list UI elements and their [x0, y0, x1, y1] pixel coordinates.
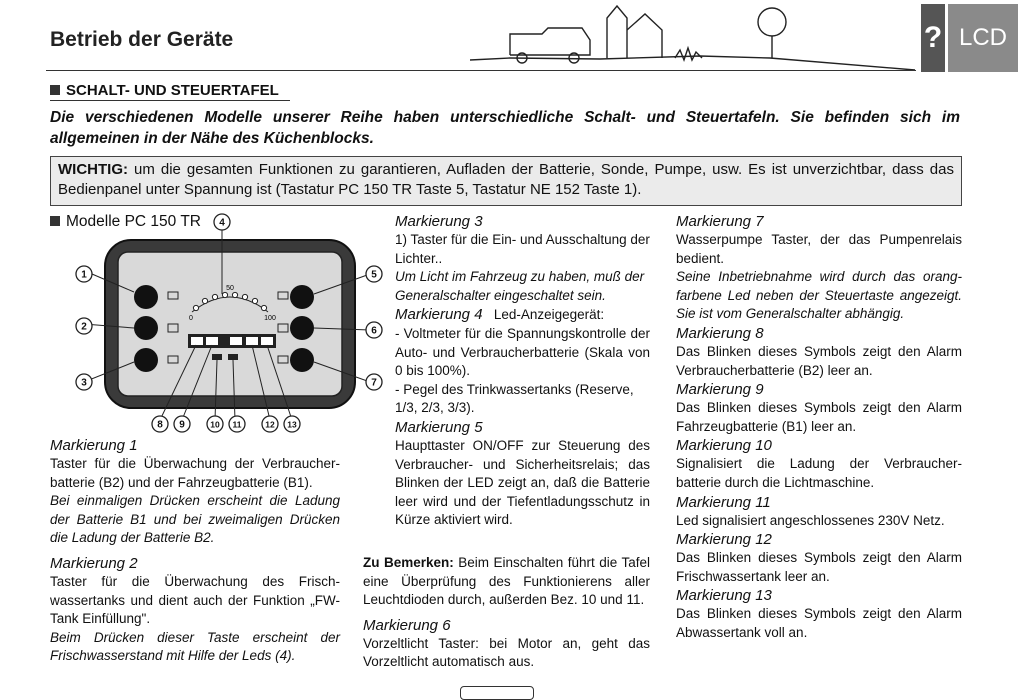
header-sketch-illustration: [470, 0, 920, 80]
svg-text:2: 2: [81, 321, 87, 333]
svg-text:10: 10: [210, 419, 220, 430]
marking-2-text: Taster für die Überwachung des Frisch-wassertanks und dient auch der Funktion „FW-Tank Einfüllung".: [50, 573, 340, 627]
column-middle: [395, 212, 650, 530]
models-heading: Modelle PC 150 TR: [50, 213, 201, 231]
lcd-section-tab[interactable]: LCD: [948, 4, 1018, 72]
column-right: [676, 212, 962, 643]
marking-13-title: Markierung 13: [676, 587, 772, 605]
marking-10-text: Signalisiert die Ladung der Verbraucher-batterie durch die Lichtmaschine.: [676, 456, 962, 490]
marking-1-title: Markierung 1: [50, 437, 138, 454]
marking-4-title: Markierung 4: [395, 306, 483, 324]
knob-7: [290, 348, 314, 372]
marking-4-subtitle: Led-Anzeigegerät:: [493, 307, 605, 323]
knob-6: [290, 316, 314, 340]
square-bullet-icon: [50, 85, 60, 95]
marking-7-text: Wasserpumpe Taster, der das Pumpenrelais bedient.: [676, 232, 962, 266]
column-middle-lower: [363, 554, 650, 672]
marking-12-text: Das Blinken dieses Symbols zeigt den Alarm Frischwassertank leer an.: [676, 550, 962, 584]
svg-text:5: 5: [371, 269, 377, 281]
section-underline: [50, 100, 290, 101]
column-left: [50, 436, 340, 666]
marking-10-title: Markierung 10: [676, 437, 772, 455]
marking-1-note: Bei einmaligen Drücken erscheint die Ladung der Batterie B1 und bei zweimaligen Drücken die Ladung der Batterie B2.: [50, 493, 340, 546]
marking-7-title: Markierung 7: [676, 213, 764, 230]
marking-8-text: Das Blinken dieses Symbols zeigt den Alarm Verbraucherbatterie (B2) leer an.: [676, 343, 962, 378]
svg-text:7: 7: [371, 377, 377, 389]
svg-text:13: 13: [287, 419, 297, 430]
marking-7-note: Seine Inbetriebnahme wird durch das orang-farbene Led neben der Steuertaste angezeigt. Sie ist vom Generalschalter abhängig.: [676, 269, 962, 322]
marking-6-text: Vorzeltlicht Taster: bei Motor an, geht das Vorzeltlicht automatisch aus.: [363, 635, 650, 670]
knob-1: [134, 285, 158, 309]
marking-13-text: Das Blinken dieses Symbols zeigt den Alarm Abwassertank voll an.: [676, 606, 962, 640]
marking-1-text: Taster für die Überwachung der Verbraucher-batterie (B2) und der Fahrzeugbatterie (B1).: [50, 456, 340, 490]
title-underline: [46, 70, 916, 71]
marking-4-line2: - Pegel des Trinkwassertanks (Reserve, 1/3, 2/3, 3/3).: [395, 381, 634, 416]
marking-3-note: Um Licht im Fahrzeug zu haben, muß der Generalschalter eingeschaltet sein.: [395, 269, 645, 303]
svg-text:3: 3: [81, 377, 87, 389]
knob-2: [134, 316, 158, 340]
remark-label: Zu Bemerken:: [363, 555, 454, 570]
page-footer-tab: [460, 686, 534, 700]
remark-text: Zu Bemerken: Beim Einschalten führt die Tafel eine Überprüfung des Funktionierens aller Leuchtdioden durch, außerden Bez. 10 und 11.: [363, 555, 651, 608]
svg-text:11: 11: [232, 419, 242, 430]
marking-5-title: Markierung 5: [395, 418, 483, 436]
svg-text:4: 4: [219, 217, 225, 229]
control-panel-diagram: [70, 212, 390, 440]
svg-text:0: 0: [189, 315, 193, 322]
marking-2-title: Markierung 2: [50, 554, 138, 572]
page-title: Betrieb der Geräte: [50, 28, 234, 51]
marking-3-title: Markierung 3: [395, 213, 483, 230]
marking-9-text: Das Blinken dieses Symbols zeigt den Alarm Fahrzeugbatterie (B1) leer an.: [676, 400, 962, 434]
important-notice: [50, 156, 962, 206]
marking-4-line1: - Voltmeter für die Spannungskontrolle der Auto- und Verbraucherbatterie (Skala von 0 bis 100%).: [395, 325, 650, 379]
intro-text: Die verschiedenen Modelle unserer Reihe haben unterschiedliche Schalt- und Steuertafeln. Sie befinden sich im allgemeinen in der Nähe des Küchenblocks.: [50, 109, 960, 147]
important-label: WICHTIG:: [58, 161, 128, 178]
marking-11-text: Led signalisiert angeschlossenes 230V Netz.: [676, 512, 945, 528]
marking-12-title: Markierung 12: [676, 531, 772, 549]
knob-3: [134, 348, 158, 372]
marking-3-text: 1) Taster für die Ein- und Ausschaltung der Lichter..: [395, 232, 650, 266]
square-bullet-icon: [50, 216, 60, 226]
marking-6-title: Markierung 6: [363, 616, 451, 634]
svg-text:50: 50: [226, 285, 234, 292]
svg-text:6: 6: [371, 325, 377, 337]
svg-text:100: 100: [264, 315, 276, 322]
important-text: um die gesamten Funktionen zu garantieren, Aufladen der Batterie, Sonde, Pumpe, usw. Es ist unverzichtbar, dass das Bedienpanel unter Spannung ist (Tastatur PC 150 TR Taste 5, Tastatur NE 152 Taste 1).: [58, 161, 954, 198]
svg-text:1: 1: [81, 269, 87, 281]
svg-text:12: 12: [265, 419, 275, 430]
marking-8-title: Markierung 8: [676, 324, 764, 342]
knob-5: [290, 285, 314, 309]
marking-2-note: Beim Drücken dieser Taste erscheint der Frischwasserstand mit Hilfe der Leds (4).: [50, 629, 340, 664]
help-icon[interactable]: ?: [921, 4, 945, 72]
section-title: SCHALT- UND STEUERTAFEL: [50, 82, 279, 99]
marking-11-title: Markierung 11: [676, 493, 771, 511]
svg-text:9: 9: [179, 419, 185, 431]
marking-5-text: Haupttaster ON/OFF zur Steuerung des Verbraucher- und Sicherheitsrelais; das Blinken der LED zeigt an, daß die Batterie leer wird und der Tiefentladungsschutz in Kürze aktiviert wird.: [395, 437, 650, 528]
svg-text:8: 8: [157, 419, 163, 431]
marking-9-title: Markierung 9: [676, 381, 764, 399]
